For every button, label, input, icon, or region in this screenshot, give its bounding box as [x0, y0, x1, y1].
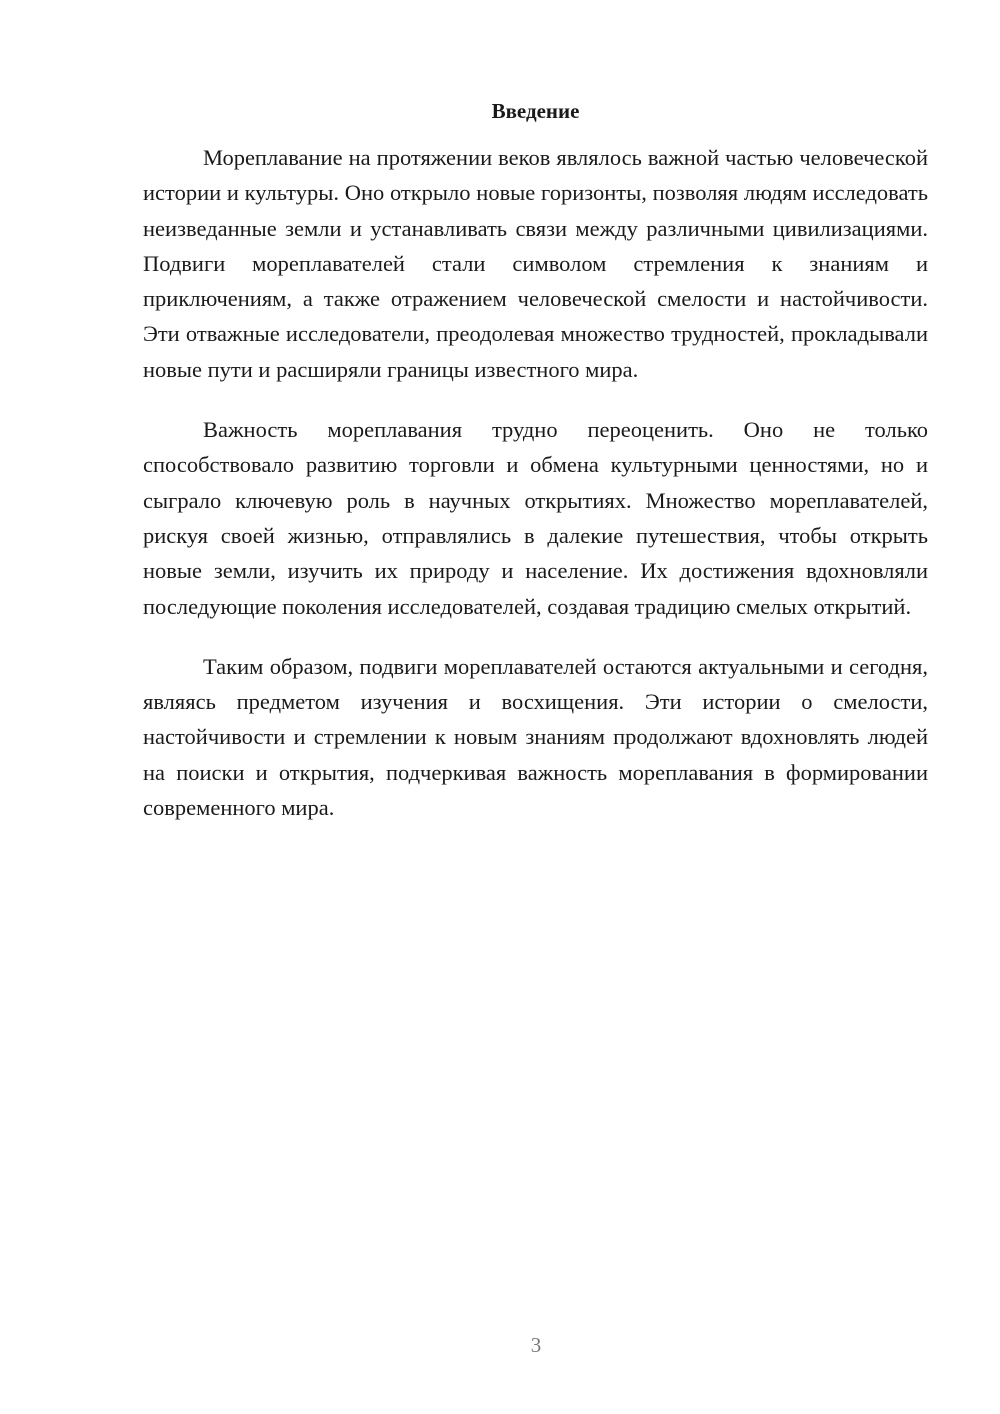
document-body	[143, 96, 928, 850]
page-number: 3	[530, 1333, 542, 1357]
paragraph-2: Важность мореплавания трудно переоценить. Оно не только способствовало развитию торговли и обмена культурными ценностями, но и сыграло ключевую роль в научных открытиях. Множество мореплавателей, рискуя своей жизнью, отправлялись в далекие путешествия, чтобы открыть новые земли, изучить их природу и население. Их достижения вдохновляли последующие поколения исследователей, создавая традицию смелых открытий.	[143, 417, 928, 619]
paragraph-1: Мореплавание на протяжении веков являлось важной частью человеческой истории и культуры. Оно открыло новые горизонты, позволяя людям исследовать неизведанные земли и устанавливать связи между различными цивилизациями. Подвиги мореплавателей стали символом стремления к знаниям и приключениям, а также отражением человеческой смелости и настойчивости. Эти отважные исследователи, преодолевая множество трудностей, прокладывали новые пути и расширяли границы известного мира.	[143, 145, 928, 382]
paragraph-3: Таким образом, подвиги мореплавателей остаются актуальными и сегодня, являясь предметом изучения и восхищения. Эти истории о смелости, настойчивости и стремлении к новым знаниям продолжают вдохновлять людей на поиски и открытия, подчеркивая важность мореплавания в формировании современного мира.	[143, 653, 928, 821]
page-title: Введение	[491, 99, 580, 123]
